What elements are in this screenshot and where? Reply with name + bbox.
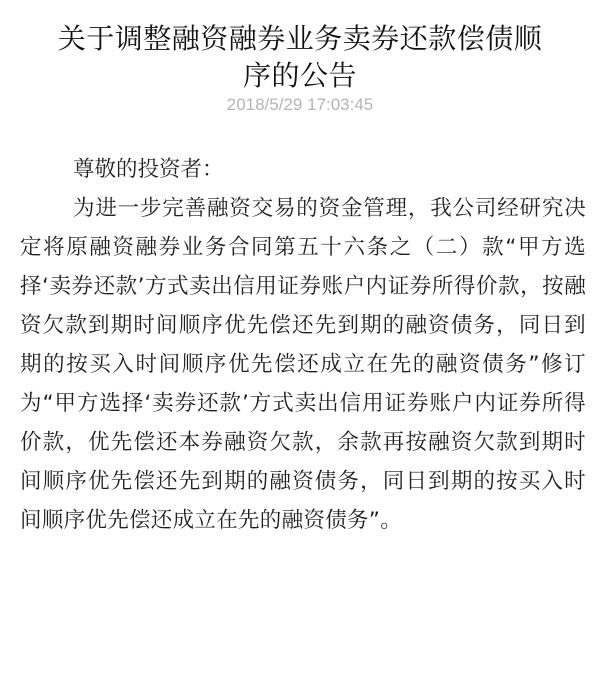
article-title-line-2: 序的公告 — [242, 59, 357, 92]
salutation-text: 尊敬的投资者： — [73, 157, 224, 182]
announcement-paragraph: 为进一步完善融资交易的资金管理，我公司经研究决定将原融资融券业务合同第五十六条之（二）款“甲方选择‘卖券还款’方式卖出信用证券账户内证券所得价款，按融资欠款到期时间顺序优先偿还先到期的融资债务，同日到期的按买入时间顺序优先偿还成立在先的融资债务”修订为“甲方选择‘卖券还款’方式卖出信用证券账户内证券所得价款，优先偿还本券融资欠款，余款再按融资欠款到期时间顺序优先偿还先到期的融资债务，同日到期的按买入时间顺序优先偿还成立在先的融资债务”。 — [20, 196, 586, 533]
article-title-line-1: 关于调整融资融券业务卖券还款偿债顺 — [57, 22, 543, 55]
article-body — [20, 150, 586, 540]
article-title — [20, 20, 580, 94]
publish-datetime: 2018/5/29 17:03:45 — [226, 95, 374, 114]
